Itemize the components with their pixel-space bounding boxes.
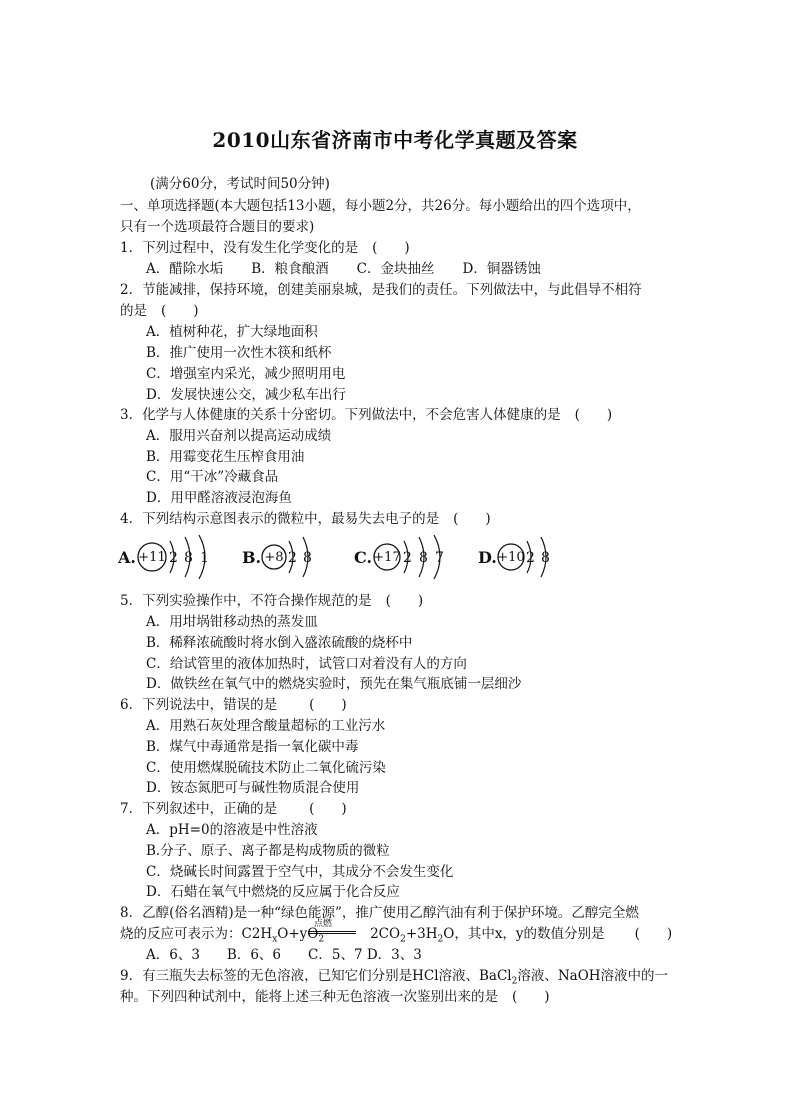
option-c: C．金块抽丝: [356, 261, 435, 277]
nucleus-charge-b: +8: [264, 550, 284, 565]
option-d: D．铜器锈蚀: [462, 261, 541, 277]
shell-electrons: 2: [169, 550, 178, 566]
atom-diagram-d: [478, 537, 550, 577]
question-2-text: 的是: [120, 303, 147, 319]
exam-info: (满分60分，考试时间50分钟): [150, 176, 330, 192]
question-8-stem-line2: [120, 926, 672, 948]
answer-blank: ( ): [309, 801, 347, 817]
option-c: C．用“干冰”冷藏食品: [146, 469, 279, 485]
question-1-options: [146, 261, 569, 277]
question-5-text: 5．下列实验操作中，不符合操作规范的是: [120, 593, 372, 609]
question-9-stem-line2: [120, 989, 550, 1005]
option-c: C．增强室内采光，减少照明用电: [146, 366, 346, 382]
option-b: B．稀释浓硫酸时将水倒入盛浓硫酸的烧杯中: [146, 635, 413, 651]
question-9-stem-line1: [120, 968, 668, 990]
question-1-stem: [120, 240, 410, 256]
subscript: 2: [511, 976, 518, 987]
question-2-stem-line1: 2．节能减排，保持环境，创建美丽泉城，是我们的责任。下列做法中，与此倡导不相符: [120, 282, 642, 298]
option-c: C．给试管里的液体加热时，试管口对着没有人的方向: [146, 656, 467, 672]
question-3-stem: [120, 407, 612, 423]
option-a: A．醋除水垢: [146, 261, 224, 277]
option-b: B．推广使用一次性木筷和纸杯: [146, 345, 332, 361]
shell-electrons: 8: [184, 550, 193, 566]
question-9-text: 溶液、NaOH溶液中的一: [517, 968, 669, 984]
shell-electrons: 2: [288, 550, 297, 566]
equation-part: +3H: [405, 926, 438, 942]
nucleus-charge-a: +11: [138, 550, 166, 565]
question-7-text: 7．下列叙述中，正确的是: [120, 801, 278, 817]
option-d: D．做铁丝在氧气中的燃烧实验时，预先在集气瓶底铺一层细沙: [146, 676, 522, 692]
question-3-text: 3．化学与人体健康的关系十分密切。下列做法中，不会危害人体健康的是: [120, 407, 561, 423]
option-a: A．pH=0的溶液是中性溶液: [146, 822, 318, 838]
answer-blank: ( ): [634, 926, 673, 942]
shell-electrons: 8: [303, 550, 312, 566]
option-a: A．用坩埚钳移动热的蒸发皿: [146, 614, 318, 630]
reaction-condition: 点燃: [314, 919, 333, 929]
shell-electrons: 1: [200, 550, 209, 566]
option-a: A．服用兴奋剂以提高运动成绩: [146, 428, 332, 444]
option-b: B．用霉变花生压榨食用油: [146, 449, 305, 465]
atom-label-a: A.: [118, 548, 136, 567]
atom-diagram-c: [354, 535, 444, 579]
answer-blank: ( ): [574, 407, 613, 423]
question-9-text: 9．有三瓶失去标签的无色溶液，已知它们分别是HCl溶液、BaCl: [120, 968, 512, 984]
equation-part: 2CO: [370, 926, 401, 942]
question-6-stem: [120, 697, 347, 713]
question-4-text: 4．下列结构示意图表示的微粒中，最易失去电子的是: [120, 511, 440, 527]
option-b: B．粮食酿酒: [251, 261, 329, 277]
shell-electrons: 2: [403, 550, 412, 566]
option-a: A．用熟石灰处理含酸量超标的工业污水: [146, 718, 386, 734]
nucleus-charge-c: +17: [373, 550, 401, 565]
shell-electrons: 8: [419, 550, 428, 566]
question-6-text: 6．下列说法中，错误的是: [120, 697, 278, 713]
question-8-stem-line1: 8．乙醇(俗名酒精)是一种“绿色能源”，推广使用乙醇汽油有利于保护环境。乙醇完全燃: [120, 905, 639, 921]
question-5-stem: [120, 593, 423, 609]
question-7-stem: [120, 801, 347, 817]
atom-diagram-a: [118, 535, 209, 579]
option-a: A．植树种花，扩大绿地面积: [146, 324, 318, 340]
nucleus-charge-d: +10: [497, 550, 525, 565]
shell-electrons: 2: [526, 550, 535, 566]
atom-diagram-b: [242, 537, 312, 577]
subscript: 2: [437, 934, 444, 945]
section-heading-line2: 只有一个选项最符合题目的要求): [120, 219, 315, 235]
atom-label-c: C.: [354, 548, 373, 567]
subscript: 2: [400, 934, 406, 945]
equation-part: O，其中x，y的数值分别是: [443, 926, 605, 942]
answer-blank: ( ): [372, 240, 410, 256]
question-1-text: 1．下列过程中，没有发生化学变化的是: [120, 240, 359, 256]
question-2-stem-line2: [120, 303, 199, 319]
option-b: B.分子、原子、离子都是构成物质的微粒: [146, 843, 390, 859]
option-c: C．使用燃煤脱硫技术防止二氧化硫污染: [146, 760, 386, 776]
equation-part: O+yO: [277, 926, 319, 942]
question-4-stem: [120, 511, 491, 527]
option-d: D．发展快速公交，减少私车出行: [146, 387, 346, 403]
page-title: 2010山东省济南市中考化学真题及答案: [212, 128, 578, 152]
shell-electrons: 7: [435, 550, 444, 566]
option-d: D．铵态氮肥可与碱性物质混合使用: [146, 780, 360, 796]
answer-blank: ( ): [512, 989, 550, 1005]
atom-label-d: D.: [478, 548, 497, 567]
option-b: B．煤气中毒通常是指一氧化碳中毒: [146, 739, 359, 755]
option-d: D．用甲醛溶液浸泡海鱼: [146, 490, 292, 506]
atomic-structure-diagrams: [118, 533, 578, 579]
answer-blank: ( ): [309, 697, 347, 713]
atom-label-b: B.: [242, 548, 262, 567]
answer-blank: ( ): [161, 303, 199, 319]
subscript: x: [272, 934, 278, 945]
answer-blank: ( ): [453, 511, 491, 527]
option-c: C．烧碱长时间露置于空气中，其成分不会发生变化: [146, 864, 454, 880]
question-8-options: A．6、3 B．6、6 C．5、7 D．3、3: [146, 947, 422, 963]
question-9-text: 种。下列四种试剂中，能将上述三种无色溶液一次鉴别出来的是: [120, 989, 498, 1005]
subscript: 2: [318, 934, 325, 945]
equation-part: 烧的反应可表示为：C2H: [120, 926, 273, 942]
option-d: D．石蜡在氧气中燃烧的反应属于化合反应: [146, 884, 400, 900]
answer-blank: ( ): [385, 593, 424, 609]
shell-electrons: 8: [541, 550, 550, 566]
section-heading-line1: 一、单项选择题(本大题包括13小题，每小题2分，共26分。每小题给出的四个选项中，: [120, 198, 641, 214]
